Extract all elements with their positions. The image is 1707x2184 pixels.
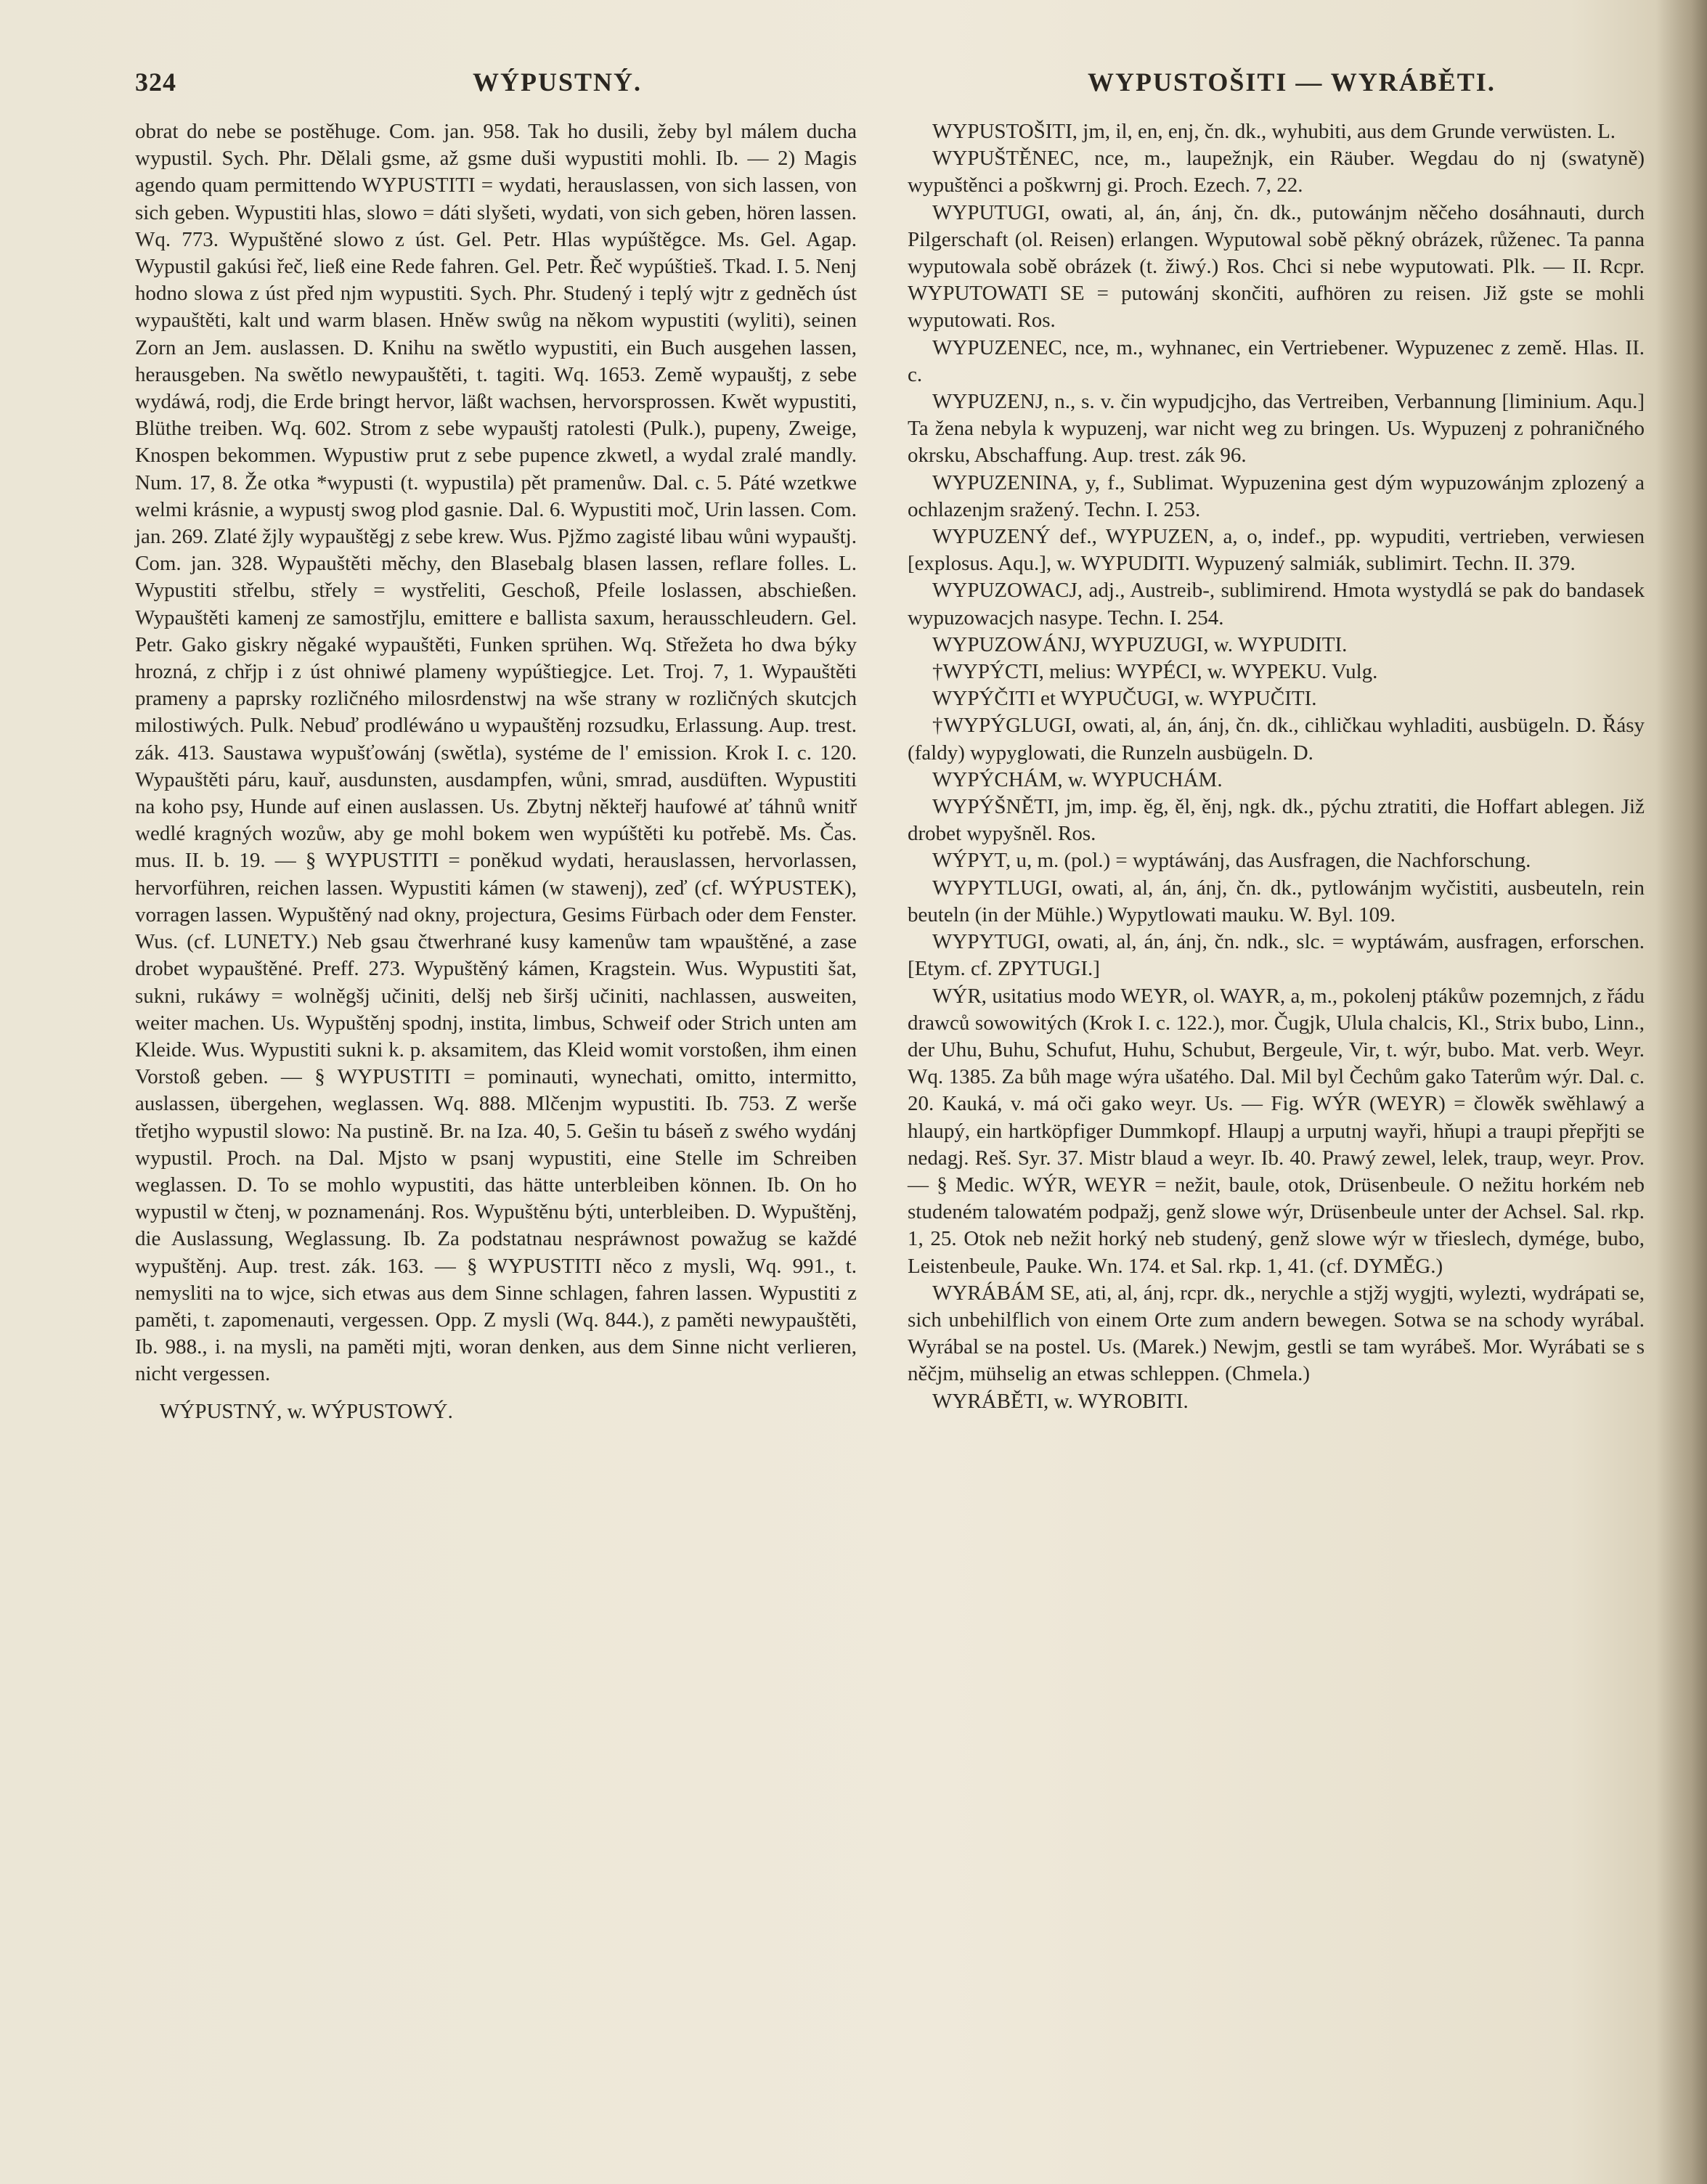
dictionary-entry: WYPUZENÝ def., WYPUZEN, a, o, indef., pp. wypuditi, vertrieben, verwiesen [explosus. Aqu.], w. WYPUDITI. Wypuzený salmiák, sublimirt. Techn. II. 379. bbox=[908, 525, 1645, 576]
page-number: 324 bbox=[135, 68, 176, 97]
dictionary-entry: WYPUZENJ, n., s. v. čin wypudjcjho, das Vertreiben, Verbannung [liminium. Aqu.] Ta žena nebyla k wypuzenj, war nicht weg zu bringen. Us. Wypuzenj z pohraničného okrsku, Abschaffung. Aup. trest. zák 96. bbox=[908, 390, 1645, 468]
continued-entry-text: obrat do nebe se postěhuge. Com. jan. 958. Tak ho dusili, žeby byl málem ducha wypustil. Sych. Phr. Dělali gsme, až gsme duši wypustiti mohli. Ib. — 2) Magis agendo quam permittendo WYPUSTITI = wydati, herauslassen, von sich lassen, von sich geben. Wypustiti hlas, slowo = dáti slyšeti, wydati, von sich geben, hören lassen. Wq. 773. Wypuštěné slowo z úst. Gel. Petr. Hlas wypúštěgce. Ms. Gel. Agap. Wypustil gakúsi řeč, ließ eine Rede fahren. Gel. Petr. Řeč wypúštieš. Tkad. I. 5. Nenj hodno slowa z úst před njm wypustiti. Sych. Phr. Studený i teplý wjtr z gedněch úst wypauštěti, kalt und warm blasen. Hněw swůg na někom wypustiti (wyliti), seinen Zorn an Jem. auslassen. D. Knihu na swětlo wypustiti, ein Buch ausgehen lassen, herausgeben. Na swětlo newypauštěti, t. tagiti. Wq. 1653. Země wypauštj, z sebe wydáwá, rodj, die Erde bringt hervor, läßt wachsen, hervorsprossen. Kwět wypustiti, Blüthe treiben. Wq. 602. Strom z sebe wypauštj ratolesti (Pulk.), pupeny, Zweige, Knospen bekommen. Wypustiw prut z sebe pupence zkwetl, a wydal zralé mandly. Num. 17, 8. Že otka *wypusti (t. wypustila) pět pramenůw. Dal. c. 5. Páté wzetkwe welmi krásnie, a wypustj swog plod gasnie. Dal. 6. Wypustiti moč, Urin lassen. Com. jan. 269. Zlaté žjly wypauštěgj z sebe krew. Wus. Pjžmo zagisté libau wůni wypauštj. Com. jan. 328. Wypauštěti měchy, den Blasebalg blasen lassen, reflare folles. L. Wypustiti střelbu, střely = wystřeliti, Geschoß, Pfeile loslassen, abschießen. Wypauštěti kamenj ze samostřjlu, emittere e ballista saxum, herausschleudern. Gel. Petr. Gako giskry něgaké wypauštěti, Funken sprühen. Wq. Střežeta ho dwa býky hrozná, z chřjp i z úst ohniwé plameny wypúštiegjce. Let. Troj. 7, 1. Wypauštěti prameny a paprsky rozličného milosrdenstwj na wše strany w rozličných skutcjch milostiwých. Pulk. Nebuď prodléwáno u wypauštěnj rozsudku, Erlassung. Aup. trest. zák. 413. Saustawa wypušťowánj (swětla), systéme de l' emission. Krok I. c. 120. Wypauštěti páru, kauř, ausdunsten, ausdampfen, wůni, smrad, ausdüften. Wypustiti na koho psy, Hunde auf einen auslassen. Us. Zbytnj někteřj haufowé ať táhnů wnitř wedlé kragných wozůw, aby ge mohl bokem wen wypúštěti ku potřebě. Ms. Čas. mus. II. b. 19. — § WYPUSTITI = poněkud wydati, herauslassen, hervorlassen, hervorführen, reichen lassen. Wypustiti kámen (w stawenj), zeď (cf. WÝPUSTEK), vorragen lassen. Wypuštěný nad okny, projectura, Gesims Fürbach oder dem Fenster. Wus. (cf. LUNETY.) Neb gsau čtwerhrané kusy kamenůw tam wpauštěné, a zase drobet wypauštěné. Preff. 273. Wypuštěný kámen, Kragstein. Wus. Wypustiti šat, sukni, rukáwy = wolněgšj učiniti, delšj neb širšj učiniti, nachlassen, ausweiten, weiter machen. Us. Wypuštěnj spodnj, instita, limbus, Schweif oder Strich unten am Kleide. Wus. Wypustiti sukni k. p. aksamitem, das Kleid womit vorstoßen, ihm einen Vorstoß geben. — § WYPUSTITI = pominauti, wynechati, omitto, intermitto, auslassen, übergehen, weglassen. Wq. 888. Mlčenjm wypustiti. Ib. 753. Z werše třetjho wypustil slowo: Na pustině. Br. na Iza. 40, 5. Gešin tu báseň z swého wydánj wypustil. Proch. na Dal. Mjsto w psanj wypustiti, eine Stelle im Schreiben weglassen. D. To se mohlo wypustiti, das hätte unterbleiben können. Ib. On ho wypustil w čtenj, w poznamenánj. Ros. Wypuštěnu býti, unterbleiben. D. Wypuštěnj, die Auslassung, Weglassung. Ib. Za podstatnau nespráwnost powažug se každé wypuštěnj. Aup. trest. zák. 163. — § WYPUSTITI něco z mysli, Wq. 991., t. nemysliti na to wjce, sich etwas aus dem Sinne schlagen, fahren lassen. Wypustiti z paměti, t. zapomenauti, vergessen. Opp. Z mysli (Wq. 844.), z paměti newypauštěti, Ib. 988., i. na mysli, na paměti mjti, woran denken, aus dem Sinne nicht verlieren, nicht vergessen. bbox=[135, 120, 857, 1386]
header-left: WÝPUSTNÝ. bbox=[473, 68, 643, 97]
dictionary-entry: WYPUZENEC, nce, m., wyhnanec, ein Vertriebener. Wypuzenec z země. Hlas. II. c. bbox=[908, 335, 1645, 386]
dictionary-entry: WÝPUSTNÝ, w. WÝPUSTOWÝ. bbox=[160, 1399, 453, 1423]
dictionary-entry: WYPUZENINA, y, f., Sublimat. Wypuzenina gest dým wypuzowánjm zplozený a ochlazenjm sražený. Techn. I. 253. bbox=[908, 470, 1645, 521]
header-right: WYPUSTOŠITI — WYRÁBĚTI. bbox=[1088, 68, 1496, 97]
dictionary-entry: WYPYTUGI, owati, al, án, ánj, čn. ndk., slc. = wyptáwám, ausfragen, erforschen. [Etym. cf. ZPYTUGI.] bbox=[908, 930, 1645, 981]
dictionary-entry: †WYPÝGLUGI, owati, al, án, ánj, čn. dk., cihličkau wyhladiti, ausbügeln. D. Řásy (faldy) wypyglowati, die Runzeln ausbügeln. D. bbox=[908, 714, 1645, 765]
dictionary-entry: WYPUZOWÁNJ, WYPUZUGI, w. WYPUDITI. bbox=[932, 632, 1348, 656]
dictionary-entry: WYPÝŠNĚTI, jm, imp. ěg, ěl, ěnj, ngk. dk., pýchu ztratiti, die Hoffart ablegen. Již drobet wypyšněl. Ros. bbox=[908, 795, 1645, 846]
dictionary-entry: WÝR, usitatius modo WEYR, ol. WAYR, a, m., pokolenj ptákůw pozemnjch, z řádu drawců sowowitých (Krok I. c. 122.), mor. Čugjk, Ulula chalcis, Kl., Strix bubo, Linn., der Uhu, Buhu, Schufut, Huhu, Schubut, Bergeule, Vir, t. wýr, bubo. Mat. verb. Weyr. Wq. 1385. Za bůh mage wýra ušatého. Dal. Mil byl Čechům gako Taterům wýr. Dal. c. 20. Kauká, v. má oči gako weyr. Us. — Fig. WÝR (WEYR) = člowěk swěhlawý a hlaupý, ein hartköpfiger Dummkopf. Hlaupj a urputnj wayři, hňupi a traupi přepřjti se nedagj. Reš. Syr. 37. Mistr blaud a weyr. Ib. 40. Prawý zewel, lelek, traup, weyr. Prov. — § Medic. WÝR, WEYR = nežit, baule, otok, Drüsenbeule. O nežitu horkém neb studeném talowatém podpažj, genž slowe wýr, Drüsenbeule unter der Achsel. Sal. rkp. 1, 25. Otok neb nežit horký neb studený, genž slowe wýr w třieslech, dymége, bubo, Leistenbeule, Pauke. Wn. 174. et Sal. rkp. 1, 41. (cf. DYMĚG.) bbox=[908, 984, 1645, 1278]
dictionary-entry: WYPUŠTĚNEC, nce, m., laupežnjk, ein Räuber. Wegdau do nj (swatyně) wypuštěnci a poškwrnj gi. Proch. Ezech. 7, 22. bbox=[908, 147, 1645, 197]
dictionary-entry: WÝPYT, u, m. (pol.) = wyptáwánj, das Ausfragen, die Nachforschung. bbox=[932, 849, 1531, 873]
dictionary-entry: WYPÝČITI et WYPUČUGI, w. WYPUČITI. bbox=[932, 687, 1317, 711]
running-head bbox=[135, 67, 1647, 102]
dictionary-entry: †WYPÝCTI, melius: WYPÉCI, w. WYPEKU. Vulg. bbox=[932, 660, 1378, 684]
dictionary-entry: WYPYTLUGI, owati, al, án, ánj, čn. dk., pytlowánjm wyčistiti, ausbeuteln, rein beuteln (in der Mühle.) Wypytlowati mauku. W. Byl. 109. bbox=[908, 876, 1645, 926]
dictionary-entry: WYRÁBÁM SE, ati, al, ánj, rcpr. dk., nerychle a stjžj wygjti, wylezti, wydrápati se, sich unbehilflich von einem Orte zum andern bewegen. Sotwa se na schody wyrábal. Wyrábal se na postel. Us. (Marek.) Newjm, gestli se tam wyrábeš. Mor. Wyrábati se s něčjm, mühselig an etwas schleppen. (Chmela.) bbox=[908, 1281, 1645, 1386]
dictionary-entry: WYRÁBĚTI, w. WYROBITI. bbox=[932, 1389, 1189, 1413]
book-spine-shadow bbox=[1656, 0, 1707, 2184]
dictionary-entry: WYPÝCHÁM, w. WYPUCHÁM. bbox=[932, 767, 1223, 791]
dictionary-entry: WYPUZOWACJ, adj., Austreib-, sublimirend. Hmota wystydlá se pak do bandasek wypuzowacjch nasype. Techn. I. 254. bbox=[908, 579, 1645, 629]
dictionary-entry: WYPUTUGI, owati, al, án, ánj, čn. dk., putowánjm něčeho dosáhnauti, durch Pilgerschaft (ol. Reisen) erlangen. Wyputowal sobě pěkný obrázek, růženec. Ta panna wyputowala sobě obrázek (t. žiwý.) Ros. Chci si nebe wyputowati. Plk. — II. Rcpr. WYPUTOWATI SE = putowánj skončiti, aufhören zu reisen. Již gste se mohli wyputowati. Ros. bbox=[908, 200, 1645, 333]
left-column bbox=[135, 118, 857, 1425]
dictionary-entry: WYPUSTOŠITI, jm, il, en, enj, čn. dk., wyhubiti, aus dem Grunde verwüsten. L. bbox=[932, 120, 1616, 143]
right-column bbox=[908, 118, 1645, 1415]
